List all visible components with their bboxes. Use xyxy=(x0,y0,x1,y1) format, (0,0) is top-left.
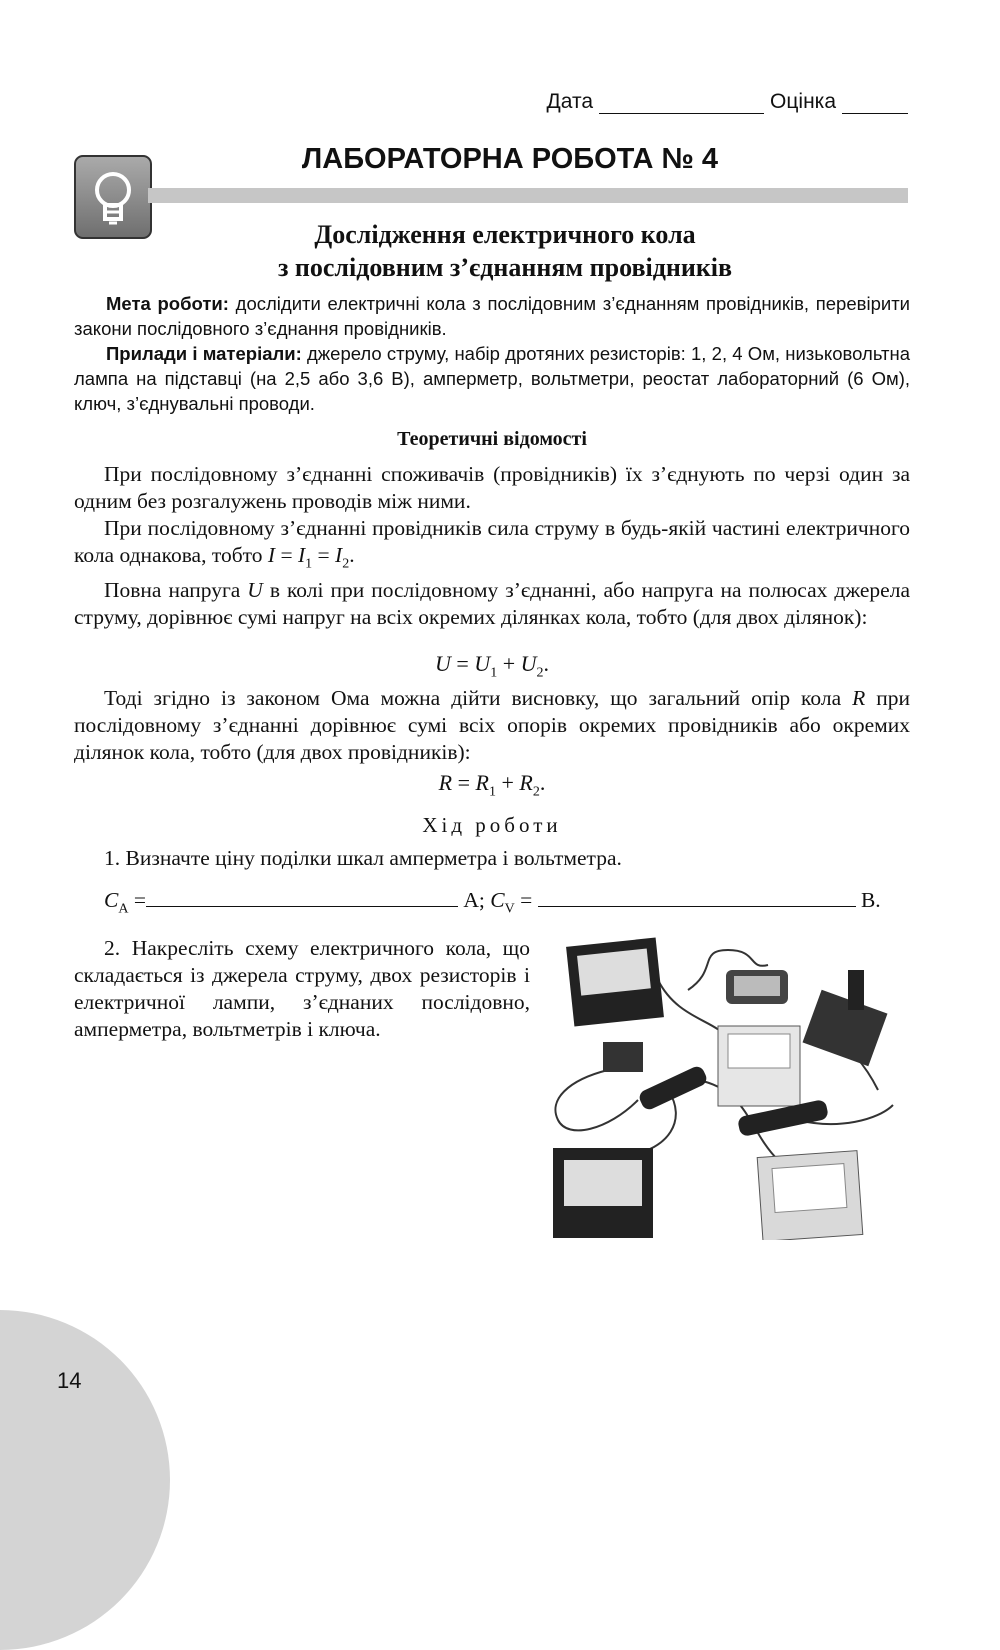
formula-voltage: $U = U_1 + U_2$. xyxy=(434,651,549,681)
ca-field[interactable] xyxy=(146,888,458,907)
goal-block xyxy=(74,291,910,416)
page-title: ЛАБОРАТОРНА РОБОТА № 4 xyxy=(301,143,719,175)
theory-block-2: Тоді згідно із законом Ома можна дійти висновку, що загальний опір кола R при послідовному з’єднанні дорівнює сумі всіх опорів окремих провідників або окремих ділянок кола, тобто (для двох провідників): xyxy=(74,686,911,764)
theory-p2: При послідовному з’єднанні провідників сила струму в будь-якій частині електричного кола однакова, тобто xyxy=(74,516,910,567)
date-grade-bar xyxy=(547,90,908,114)
procedure-heading: Хід роботи xyxy=(422,813,562,837)
theory-p1: При послідовному з’єднанні споживачів (провідників) їх з’єднують по черзі один за одним без розгалужень проводів між ними. xyxy=(74,462,910,513)
step-1 xyxy=(74,845,910,872)
formula-resistance: $R = R_1 + R_2$. xyxy=(438,770,546,800)
goal-label: Мета роботи: xyxy=(106,293,229,314)
title-rule xyxy=(148,188,908,203)
materials-label: Прилади і матеріали: xyxy=(106,343,302,364)
switch xyxy=(803,990,888,1067)
unit-a: А; xyxy=(463,888,485,912)
cv-field[interactable] xyxy=(538,888,856,907)
scale-division-row: $C_А = А$; $C_V = В$. xyxy=(104,888,881,917)
theory-block-1: При послідовному з’єднанні споживачів (провідників) їх з’єднують по черзі один за одним без розгалужень проводів між ними. При послідовному з’єднанні провідників сила струму в будь-якій частині електричного кола однакова, тобто $I = I_1 = I_2$. Повна напруга U в колі при послідовному з’єднанні, або напруга на полюсах джерела струму, дорівнює сумі напруг на всіх окремих ділянках кола, тобто (для двох ділянок): xyxy=(74,462,910,630)
resistor-1 xyxy=(637,1064,709,1112)
theory-p4a: Тоді згідно із законом Ома можна дійти висновку, що загальний опір кола xyxy=(104,686,842,710)
lamp-base xyxy=(603,1042,643,1072)
page-corner-decoration xyxy=(0,1310,170,1650)
date-field[interactable] xyxy=(599,93,764,114)
materials-text: джерело струму, набір дротяних резисторів: 1, 2, 4 Ом, низьковольтна лампа на підставці (на 2,5 або 3,6 В), амперметр, вольтметри, реостат лабораторний (6 Ом), ключ, з’єднувальні проводи. xyxy=(74,343,910,414)
grade-field[interactable] xyxy=(842,93,908,114)
lab-equipment-photo xyxy=(548,930,910,1240)
step-1-text: 1. Визначте ціну поділки шкал амперметра і вольтметра. xyxy=(104,846,622,870)
step-2 xyxy=(74,935,530,1043)
date-label: Дата xyxy=(546,90,594,113)
step-2-text: 2. Накресліть схему електричного кола, що складається із джерела струму, двох резисторів і електричної лампи, з’єднаних послідовно, амперметра, вольтметрів і ключа. xyxy=(74,936,530,1041)
subtitle-line-1: Дослідження електричного кола xyxy=(314,220,696,249)
voltmeter-top xyxy=(566,938,664,1027)
theory-p4b: при послідовному з’єднанні дорівнює сумі всіх опорів окремих провідників або окремих ділянок кола, тобто (для двох провідників): xyxy=(74,686,911,764)
page-number: 14 xyxy=(57,1368,82,1393)
theory-p3a: Повна напруга xyxy=(104,578,241,603)
grade-label: Оцінка xyxy=(770,90,836,113)
theory-heading: Теоретичні відомості xyxy=(397,428,587,450)
subtitle-line-2: з послідовним з’єднанням провідників xyxy=(277,253,733,282)
subtitle xyxy=(100,218,910,284)
goal-text: дослідити електричні кола з послідовним з’єднанням провідників, перевірити закони послідовного з’єднання провідників. xyxy=(74,293,910,339)
unit-v: В. xyxy=(860,888,881,912)
theory-p3b: в колі при послідовному з’єднанні, або напруга на полюсах джерела струму, дорівнює сумі напруг на всіх окремих ділянках кола, тобто (для двох ділянок): xyxy=(74,578,910,630)
